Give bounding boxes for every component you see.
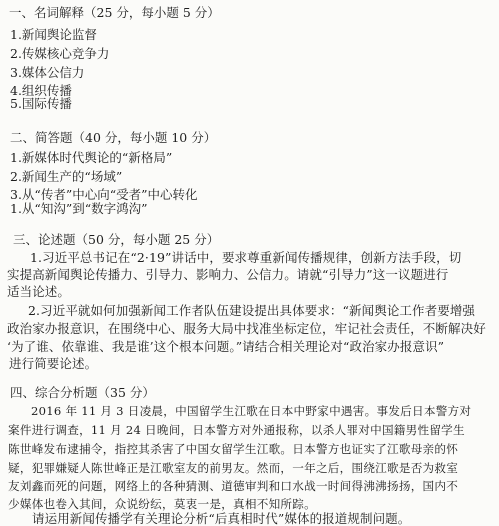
section-4-heading: 四、综合分析题（35 分） (10, 385, 155, 400)
list-item: 3.从“传者”中心向“受者”中心转化 (10, 187, 198, 202)
paragraph-line: 少媒体也卷入其间，众说纷纭，莫衷一是，真相不知所踪。 (8, 497, 316, 511)
paragraph-line: 请运用新闻传播学有关理论分析“后真相时代”媒体的报道规制问题。 (32, 511, 411, 526)
list-item: 3.媒体公信力 (10, 65, 85, 80)
paragraph-line: 友刘鑫而死的问题，网络上的各种猜测、道德审判和口水战一时间得沸沸扬扬，国内不 (8, 479, 459, 493)
paragraph-line: 适当论述。 (7, 284, 71, 299)
paragraph-line: 疑，犯罪嫌疑人陈世峰正是江歌室友的前男友。然而，一年之后，围绕江歌是否为救室 (8, 461, 459, 475)
paragraph-line: 1.习近平总书记在“2·19”讲话中，要求尊重新闻传播规律，创新方法手段，切 (30, 250, 462, 265)
paragraph-line: 政治家办报意识，在围绕中心、服务大局中找准坐标定位，牢记社会责任，不断解决好 (7, 321, 486, 336)
list-item: 2.传媒核心竞争力 (10, 46, 110, 61)
list-item: 4.组织传播 (10, 83, 72, 98)
paragraph-line: ‘为了谁、依靠谁、我是谁’这个根本问题。”请结合相关理论对“政治家办报意识” (7, 339, 445, 354)
paragraph-line: 进行简要论述。 (9, 356, 98, 371)
list-item: 2.新闻生产的“场域” (10, 169, 123, 184)
section-3-heading: 三、论述题（50 分，每小题 25 分） (13, 232, 220, 247)
paragraph-line: 2016 年 11 月 3 日凌晨，中国留学生江歌在日本中野家中遇害。事发后日本警方对 (31, 404, 472, 418)
paragraph-line: 实提高新闻舆论传播力、引导力、影响力、公信力。请就“引导力”这一议题进行 (7, 267, 449, 282)
list-item: 1.新媒体时代舆论的“新格局” (10, 150, 173, 165)
paragraph-line: 陈世峰发布逮捕令，指控其杀害了中国女留学生江歌。日本警方也证实了江歌母亲的怀 (8, 442, 459, 456)
list-item: 1.新闻舆论监督 (10, 27, 97, 42)
paragraph-line: 案件进行调查，11 月 24 日晚间，日本警方对外通报称，以杀人罪对中国籍男性留学生 (8, 423, 465, 437)
list-item: 1.从“知沟”到“数字鸿沟” (10, 201, 148, 216)
section-2-heading: 二、简答题（40 分，每小题 10 分） (10, 130, 217, 145)
paragraph-line: 2.习近平就如何加强新闻工作者队伍建设提出具体要求：“新闻舆论工作者要增强 (28, 303, 476, 318)
list-item: 5.国际传播 (10, 96, 72, 111)
section-1-heading: 一、名词解释（25 分，每小题 5 分） (9, 5, 220, 20)
